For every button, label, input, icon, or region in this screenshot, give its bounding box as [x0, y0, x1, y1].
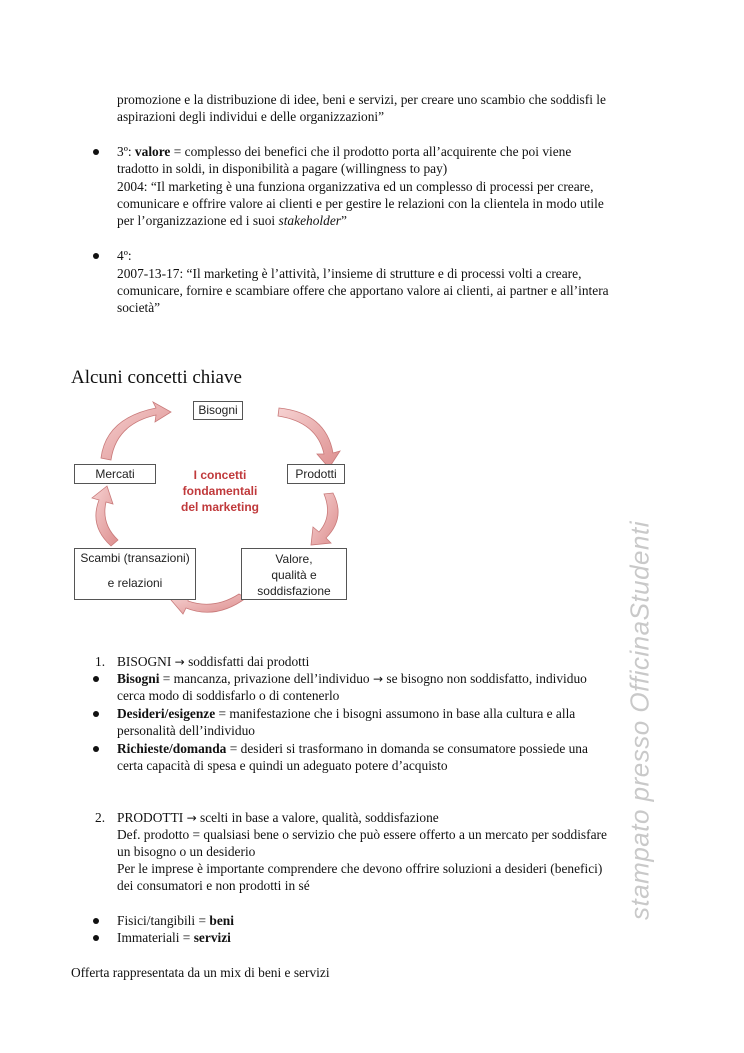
item3-line-5: per l’organizzazione ed i suoi stakeholder”: [117, 213, 347, 228]
section1-bullet1-line2: cerca modo di soddisfarlo o di contenerlo: [117, 688, 340, 703]
item4-line-3: comunicare, fornire e scambiare offere che apportano valore ai clienti, ai partner e all’intera: [117, 283, 609, 298]
item4-line-1: 4º:: [117, 248, 132, 263]
curved-arrow-icon: [101, 402, 171, 460]
bullet-dot: [93, 676, 99, 682]
diagram-box-bisogni: Bisogni: [193, 401, 243, 420]
item3-line-1: 3º: valore = complesso dei benefici che il prodotto porta all’acquirente che poi viene: [117, 144, 572, 159]
section2-line4: Per le imprese è importante comprendere che devono offrire soluzioni a desideri (benefici): [117, 861, 603, 876]
item3-line-4: comunicare e offrire valore ai clienti e per gestire le relazioni con la clientela in modo utile: [117, 196, 604, 211]
curved-arrow-icon: [311, 493, 338, 545]
diagram-box-valore: Valore, qualità e soddisfazione: [241, 548, 347, 600]
diagram-box-prodotti: Prodotti: [287, 464, 345, 484]
section-heading: Alcuni concetti chiave: [71, 367, 242, 388]
curved-arrow-icon: [92, 486, 118, 546]
section1-title: BISOGNI → soddisfatti dai prodotti: [117, 654, 310, 669]
section2-bullet-beni: Fisici/tangibili = beni: [117, 913, 234, 928]
section1-bullet1-line1: Bisogni = mancanza, privazione dell’individuo → se bisogno non soddisfatto, individuo: [117, 671, 587, 686]
section1-bullet3-line2: certa capacità di spesa e quindi un adeguato potere d’acquisto: [117, 758, 448, 773]
section2-bullet-servizi: Immateriali = servizi: [117, 930, 231, 945]
section2-line2: Def. prodotto = qualsiasi bene o servizio che può essere offerto a un mercato per soddisfare: [117, 827, 607, 842]
bullet-dot: [93, 918, 99, 924]
diagram-box-mercati: Mercati: [74, 464, 156, 484]
right-arrow-icon: →: [186, 811, 197, 825]
curved-arrow-icon: [278, 408, 340, 468]
section1-bullet3-line1: Richieste/domanda = desideri si trasformano in domanda se consumatore possiede una: [117, 741, 588, 756]
right-arrow-icon: →: [372, 672, 384, 686]
bullet-dot: [93, 253, 99, 259]
diagram-box-scambi: Scambi (transazioni) e relazioni: [74, 548, 196, 600]
intro-line-1: promozione e la distribuzione di idee, beni e servizi, per creare uno scambio che soddisfi le: [117, 92, 606, 107]
section1-bullet2-line1: Desideri/esigenze = manifestazione che i bisogni assumono in base alla cultura e alla: [117, 706, 576, 721]
section2-title: PRODOTTI → scelti in base a valore, qualità, soddisfazione: [117, 810, 439, 825]
item4-line-4: società”: [117, 300, 161, 315]
list-number: 2.: [95, 810, 106, 825]
section1-bullet2-line2: personalità dell’individuo: [117, 723, 255, 738]
diagram-center-title: I concetti fondamentali del marketing: [180, 468, 260, 514]
bullet-dot: [93, 711, 99, 717]
right-arrow-icon: →: [174, 655, 185, 669]
bullet-dot: [93, 149, 99, 155]
bullet-dot: [93, 935, 99, 941]
list-number: 1.: [95, 654, 106, 669]
section2-line3: un bisogno o un desiderio: [117, 844, 256, 859]
watermark-text: stampato presso OfficinaStudenti: [624, 521, 655, 920]
bullet-dot: [93, 746, 99, 752]
item3-bold-valore: valore: [134, 144, 171, 159]
item3-line-2: tradotto in soldi, in disponibilità a pagare (willingness to pay): [117, 161, 448, 176]
offer-summary-line: Offerta rappresentata da un mix di beni e servizi: [71, 965, 330, 980]
section2-line5: dei consumatori e non prodotti in sé: [117, 878, 310, 893]
item4-line-2: 2007-13-17: “Il marketing è l’attività, l’insieme di strutture e di processi volti a creare,: [117, 266, 582, 281]
intro-line-2: aspirazioni degli individui e delle organizzazioni”: [117, 109, 385, 124]
item3-line-3: 2004: “Il marketing è una funziona organizzativa ed un complesso di processi per creare,: [117, 179, 594, 194]
